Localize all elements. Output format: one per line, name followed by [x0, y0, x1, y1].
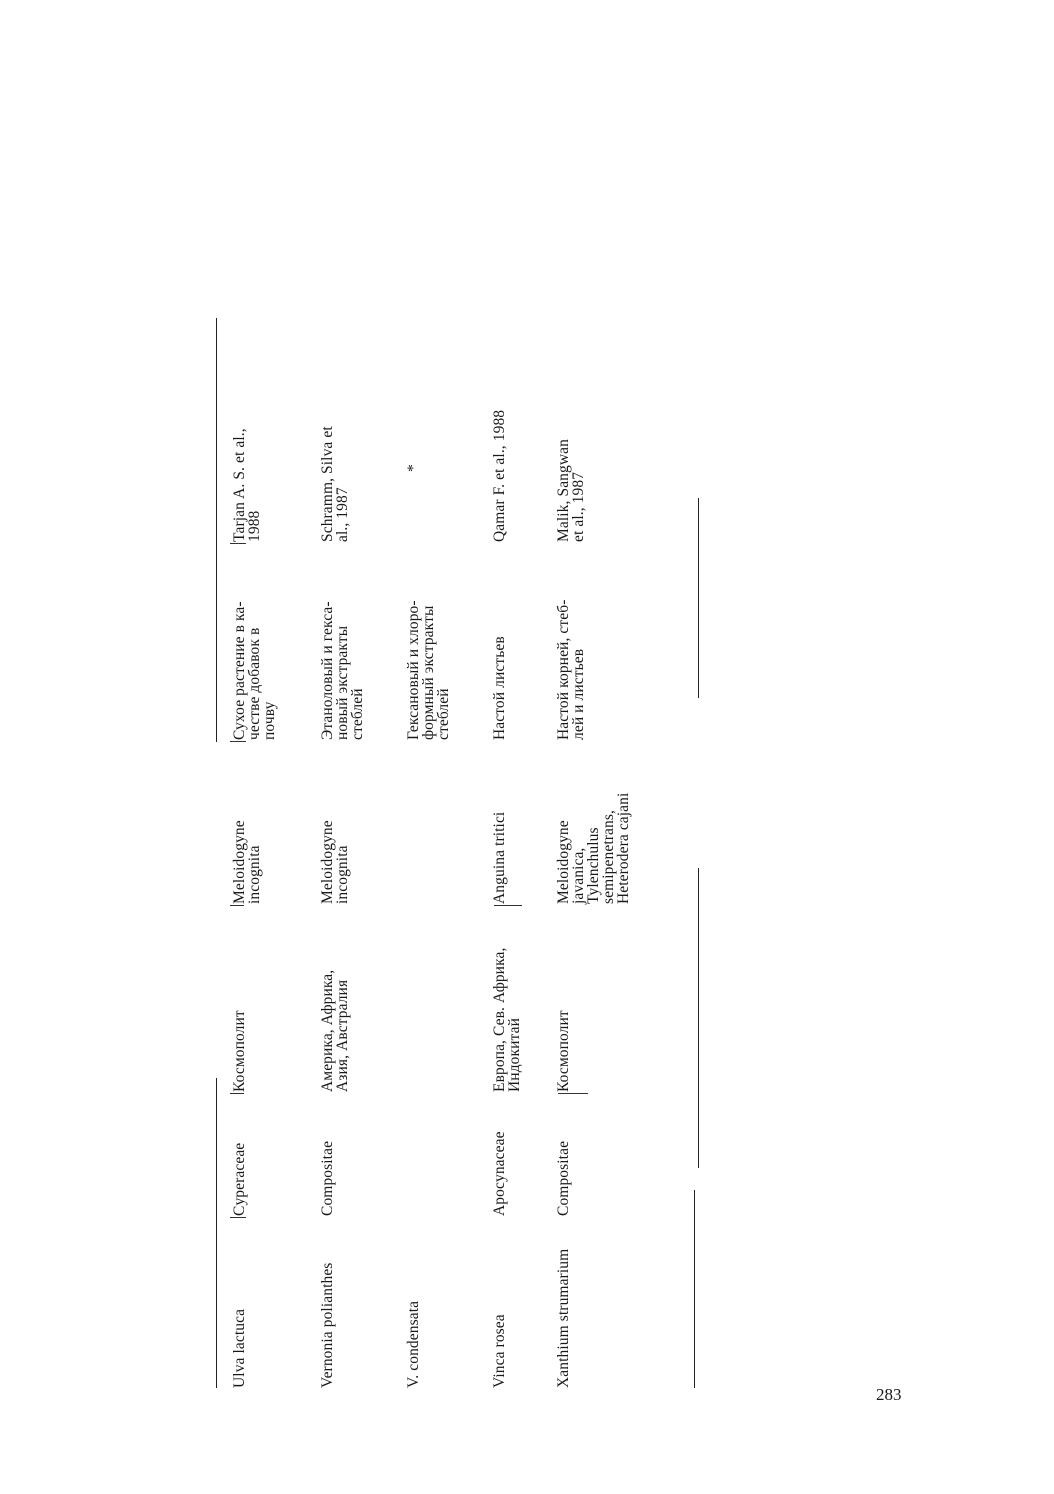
column-tick	[230, 905, 244, 906]
table-bottom-rule-segment-1	[694, 1190, 695, 1388]
cell-distribution: Космополит	[231, 1010, 248, 1092]
table-bottom-rule-segment-3	[698, 498, 699, 698]
cell-species: Xanthium strumarium	[555, 1248, 572, 1388]
cell-preparation: Настой листьев	[491, 636, 508, 740]
cell-reference: Tarjan A. S. et al., 1988	[231, 428, 263, 542]
cell-distribution: Европа, Сев. Африка, Индокитай	[491, 947, 523, 1092]
rotated-table	[210, 318, 710, 1388]
column-tick	[230, 543, 246, 544]
cell-family: Apocynaceae	[491, 1131, 508, 1216]
cell-distribution: Космополит	[555, 1010, 572, 1092]
column-tick	[230, 1217, 246, 1218]
cell-reference: *	[405, 464, 422, 472]
cell-nematodes: Meloidogyne javanica, Tylenchulus semipenetrans, Heterodera cajani	[555, 792, 632, 904]
cell-distribution: Америка, Африка, Азия, Австралия	[319, 969, 351, 1092]
column-tick	[230, 741, 246, 742]
cell-family: Compositae	[319, 1140, 336, 1216]
cell-preparation: Сухое растение в ка- честве добавок в почву	[231, 601, 278, 740]
table-top-rule-segment-1	[216, 1078, 217, 1388]
column-tick	[494, 905, 522, 906]
cell-species: Vernonia polianthes	[319, 1262, 336, 1388]
cell-nematodes: Meloidogyne incognita	[231, 820, 263, 904]
column-tick	[558, 1093, 588, 1094]
cell-family: Compositae	[555, 1140, 572, 1216]
column-tick	[230, 1093, 244, 1094]
cell-reference: Qamar F. et al., 1988	[491, 409, 508, 542]
cell-preparation: Этаноловый и гекса- новый экстракты стеблей	[319, 601, 366, 740]
page-number: 283	[876, 1385, 902, 1404]
cell-species: V. condensata	[405, 1300, 422, 1388]
cell-family: Cyperaceae	[231, 1142, 248, 1216]
table-bottom-rule-segment-2	[698, 868, 699, 1168]
cell-reference: Schramm, Silva et al., 1987	[319, 426, 351, 542]
cell-nematodes: Anguina tritici	[491, 811, 508, 904]
cell-preparation: Гексановый и хлоро- формный экстракты стеблей	[405, 600, 452, 740]
cell-species: Vinca rosea	[491, 1314, 508, 1388]
cell-preparation: Настой корней, стеб- лей и листьев	[555, 599, 587, 740]
cell-nematodes: Meloidogyne incognita	[319, 820, 351, 904]
table-top-rule-segment-2	[216, 318, 217, 742]
cell-reference: Malik, Sangwan et al., 1987	[555, 439, 587, 542]
cell-species: Ulva lactuca	[231, 1308, 248, 1388]
